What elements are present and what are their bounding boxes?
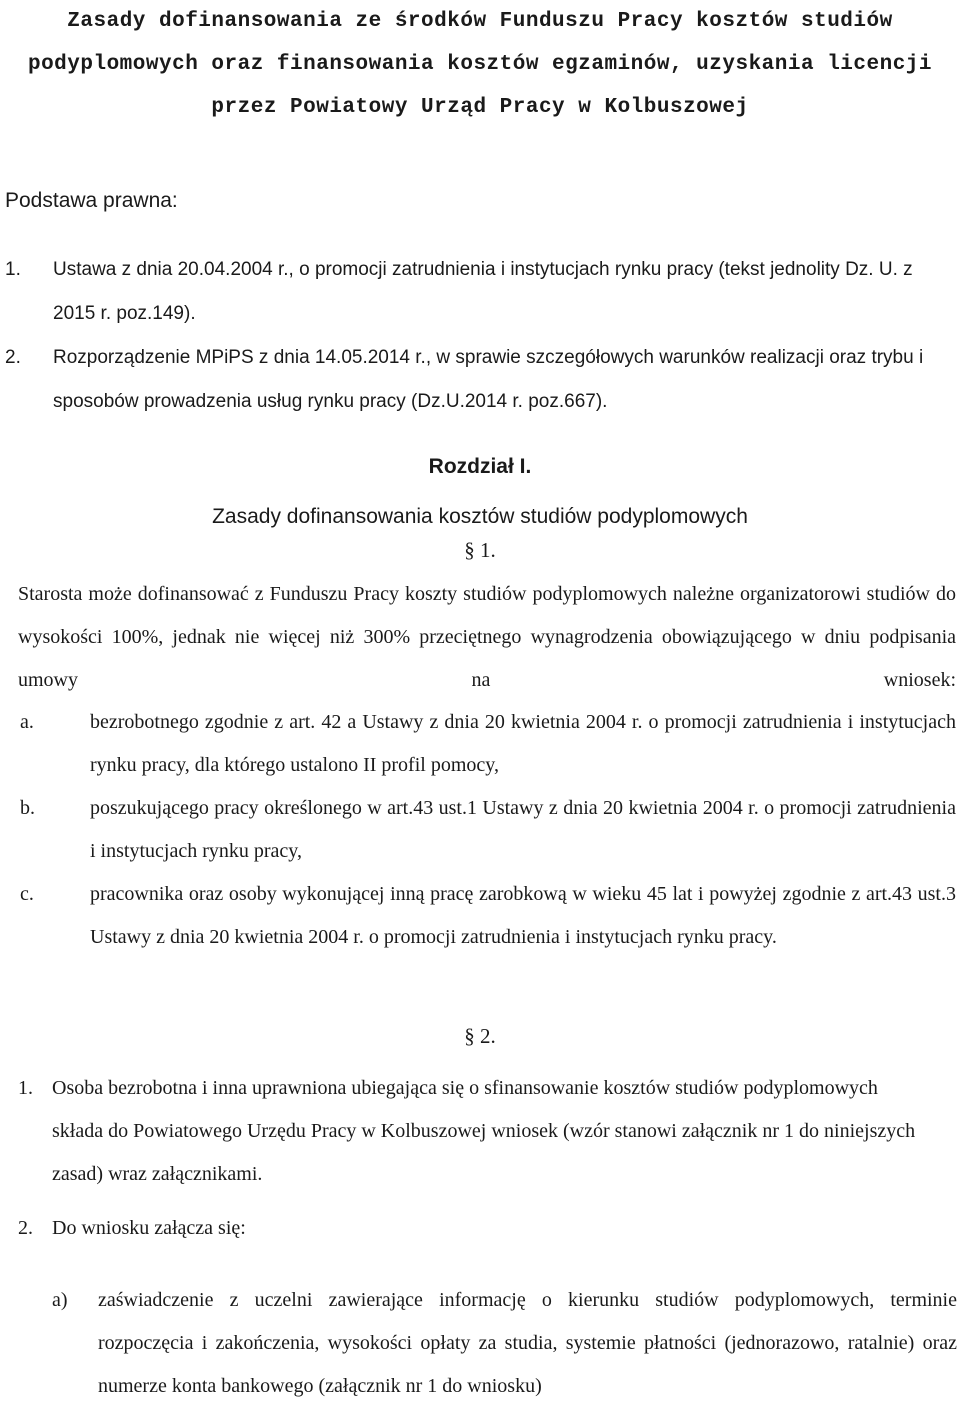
legal-basis-heading: Podstawa prawna: [5,189,178,212]
section-1-intro: Starosta może dofinansować z Funduszu Pracy koszty studiów podyplomowych należne organizatorowi studiów do wysokości 100%, jednak nie więcej niż 300% przeciętnego wynagrodzenia obowiązującego w dniu podpisania umowy na wniosek: [18,583,956,691]
item-text: Osoba bezrobotna i inna uprawniona ubiegająca się o sfinansowanie kosztów studiów podyplomowych składa do Powiatowego Urzędu Pracy w Kolbuszowej wniosek (wzór stanowi załącznik nr 1 do niniejszych zasad) wraz załącznikami. [52,1077,916,1185]
section-1-sign: § 1. [464,538,496,562]
document-title [0,0,960,129]
legal-basis-item-number: 1. [5,259,21,280]
section-2-sign: § 2. [464,1024,496,1048]
item-text: poszukującego pracy określonego w art.43 ust.1 Ustawy z dnia 20 kwietnia 2004 r. o promocji zatrudnienia i instytucjach rynku pracy, [90,797,956,862]
legal-basis-item-text: Rozporządzenie MPiPS z dnia 14.05.2014 r., w sprawie szczegółowych warunków realizacji oraz trybu i sposobów prowadzenia usług rynku pracy (Dz.U.2014 r. poz.667). [53,347,924,412]
item-label: b. [20,797,35,819]
section-2-item [18,1067,958,1202]
item-text: Do wniosku załącza się: [52,1217,246,1239]
item-text: zaświadczenie z uczelni zawierające informację o kierunku studiów podyplomowych, terminie rozpoczęcia i zakończenia, wysokości opłaty za studia, systemie płatności (jednorazowo, ratalnie) oraz numerze konta bankowego (załącznik nr 1 do wniosku) [98,1289,957,1397]
chapter-label: Rozdział I. [428,455,532,478]
legal-basis-item-number: 2. [5,347,21,368]
item-number: 1. [18,1077,33,1099]
section-1-item-b [20,787,956,877]
section-1-item-a [20,701,956,791]
item-text: bezrobotnego zgodnie z art. 42 a Ustawy z dnia 20 kwietnia 2004 r. o promocji zatrudnienia i instytucjach rynku pracy, dla którego ustalono II profil pomocy, [90,711,956,776]
legal-basis-item-text: Ustawa z dnia 20.04.2004 r., o promocji zatrudnienia i instytucjach rynku pracy (tekst jednolity Dz. U. z 2015 r. poz.149). [53,259,913,324]
title-line-2: podyplomowych oraz finansowania kosztów egzaminów, uzyskania licencji [27,53,933,76]
item-number: 2. [18,1217,33,1239]
chapter-subtitle: Zasady dofinansowania kosztów studiów podyplomowych [212,505,748,528]
attachment-item-a [52,1279,957,1409]
section-1-item-c [20,873,956,1008]
title-line-3: przez Powiatowy Urząd Pracy w Kolbuszowej [211,96,749,119]
section-2-item [18,1207,958,1252]
item-label: a) [52,1289,68,1311]
item-text: pracownika oraz osoby wykonującej inną pracę zarobkową w wieku 45 lat i powyżej zgodnie z art.43 ust.3 Ustawy z dnia 20 kwietnia 2004 r. o promocji zatrudnienia i instytucjach rynku pracy. [90,883,956,948]
legal-basis-item [5,336,945,426]
item-label: c. [20,883,34,905]
item-label: a. [20,711,34,733]
legal-basis-item [5,248,945,338]
title-line-1: Zasady dofinansowania ze środków Funduszu Pracy kosztów studiów [67,10,893,33]
